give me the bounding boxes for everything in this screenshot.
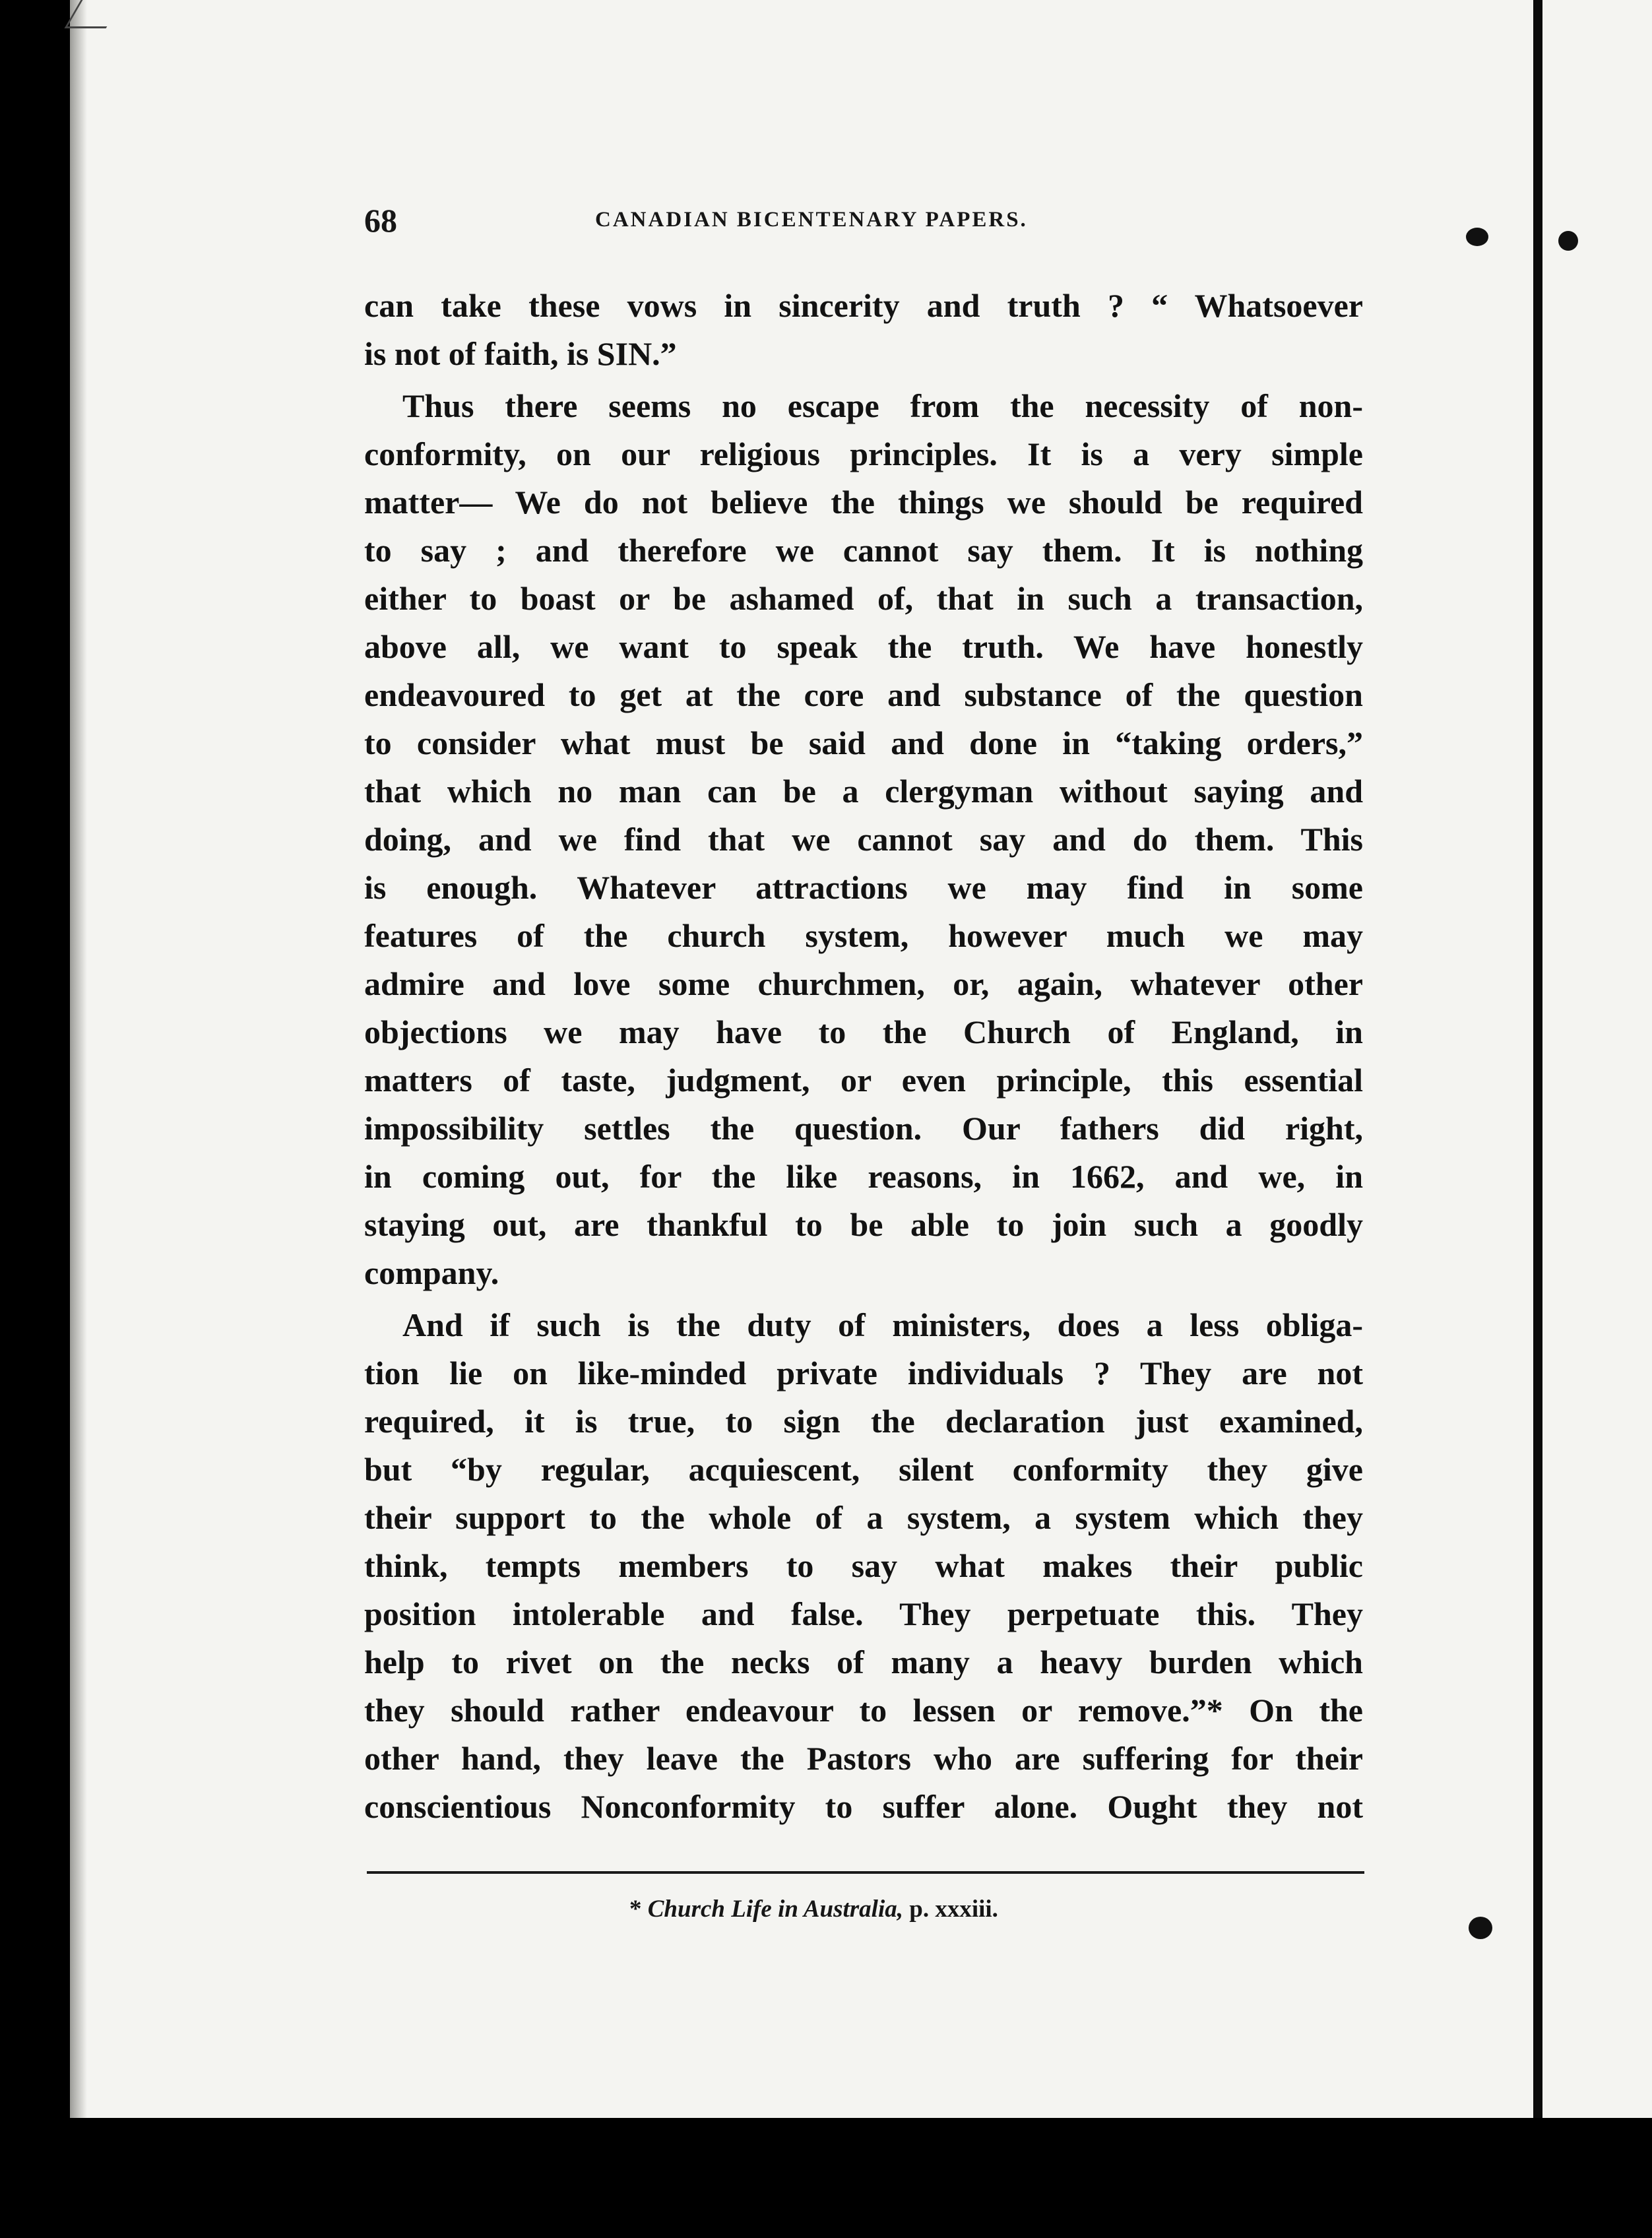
text-line: is not of faith, is SIN.”: [364, 335, 677, 372]
text-line: think, tempts members to say what makes their public: [364, 1547, 1363, 1584]
footnote-marker: *: [629, 1896, 642, 1923]
text-line: doing, and we find that we cannot say and do them. This: [364, 821, 1363, 858]
text-line: company.: [364, 1254, 499, 1291]
footnote-rule: [367, 1871, 1364, 1874]
text-line: is enough. Whatever attractions we may find in some: [364, 869, 1363, 906]
gutter-shadow: [70, 0, 87, 2118]
text-line: matters of taste, judgment, or even principle, this essential: [364, 1062, 1363, 1099]
text-line: can take these vows in sincerity and truth ? “ Whatsoever: [364, 287, 1363, 324]
scan-border: [0, 2118, 1652, 2238]
text-line: conscientious Nonconformity to suffer alone. Ought they not: [364, 1788, 1363, 1825]
text-line: And if such is the duty of ministers, does a less obliga-: [402, 1306, 1363, 1343]
page-header: [364, 201, 1347, 247]
text-line: to say ; and therefore we cannot say them. It is nothing: [364, 532, 1363, 569]
text-line: but “by regular, acquiescent, silent conformity they give: [364, 1451, 1363, 1488]
text-line: other hand, they leave the Pastors who are suffering for their: [364, 1740, 1363, 1777]
footnote: [629, 1895, 998, 1923]
ink-blot: [1558, 231, 1578, 251]
text-line: tion lie on like-minded private individuals ? They are not: [364, 1355, 1363, 1391]
text-line: either to boast or be ashamed of, that in such a transaction,: [364, 580, 1363, 617]
text-line: matter— We do not believe the things we should be required: [364, 484, 1363, 521]
text-line: conformity, on our religious principles. It is a very simple: [364, 435, 1363, 472]
text-line: admire and love some churchmen, or, again, whatever other: [364, 965, 1363, 1002]
footnote-title: Church Life in Australia,: [647, 1896, 903, 1923]
text-line: they should rather endeavour to lessen or remove.”* On the: [364, 1692, 1363, 1729]
text-line: endeavoured to get at the core and substance of the question: [364, 676, 1363, 713]
ink-blot: [1466, 228, 1488, 246]
running-head: CANADIAN BICENTENARY PAPERS.: [595, 208, 1028, 232]
text-line: features of the church system, however much we may: [364, 917, 1363, 954]
text-line: that which no man can be a clergyman without saying and: [364, 773, 1363, 810]
page-number: 68: [364, 202, 397, 239]
text-line: help to rivet on the necks of many a heavy burden which: [364, 1644, 1363, 1680]
text-line: above all, we want to speak the truth. We have honestly: [364, 628, 1363, 665]
text-line: position intolerable and false. They perpetuate this. They: [364, 1595, 1363, 1632]
text-line: in coming out, for the like reasons, in 1662, and we, in: [364, 1158, 1363, 1195]
ink-blot: [1469, 1917, 1492, 1939]
text-line: to consider what must be said and done in “taking orders,”: [364, 724, 1363, 761]
text-line: objections we may have to the Church of England, in: [364, 1013, 1363, 1050]
footnote-page-ref: p. xxxiii.: [909, 1896, 998, 1923]
text-line: impossibility settles the question. Our fathers did right,: [364, 1110, 1363, 1147]
text-line: their support to the whole of a system, a system which they: [364, 1499, 1363, 1536]
text-line: staying out, are thankful to be able to join such a goodly: [364, 1206, 1363, 1243]
page-edge-shadow: [1533, 0, 1542, 2118]
body-text: [364, 282, 1363, 1831]
text-line: Thus there seems no escape from the necessity of non-: [402, 387, 1363, 424]
text-line: required, it is true, to sign the declaration just examined,: [364, 1403, 1363, 1440]
facing-page-edge: [1533, 0, 1652, 2118]
